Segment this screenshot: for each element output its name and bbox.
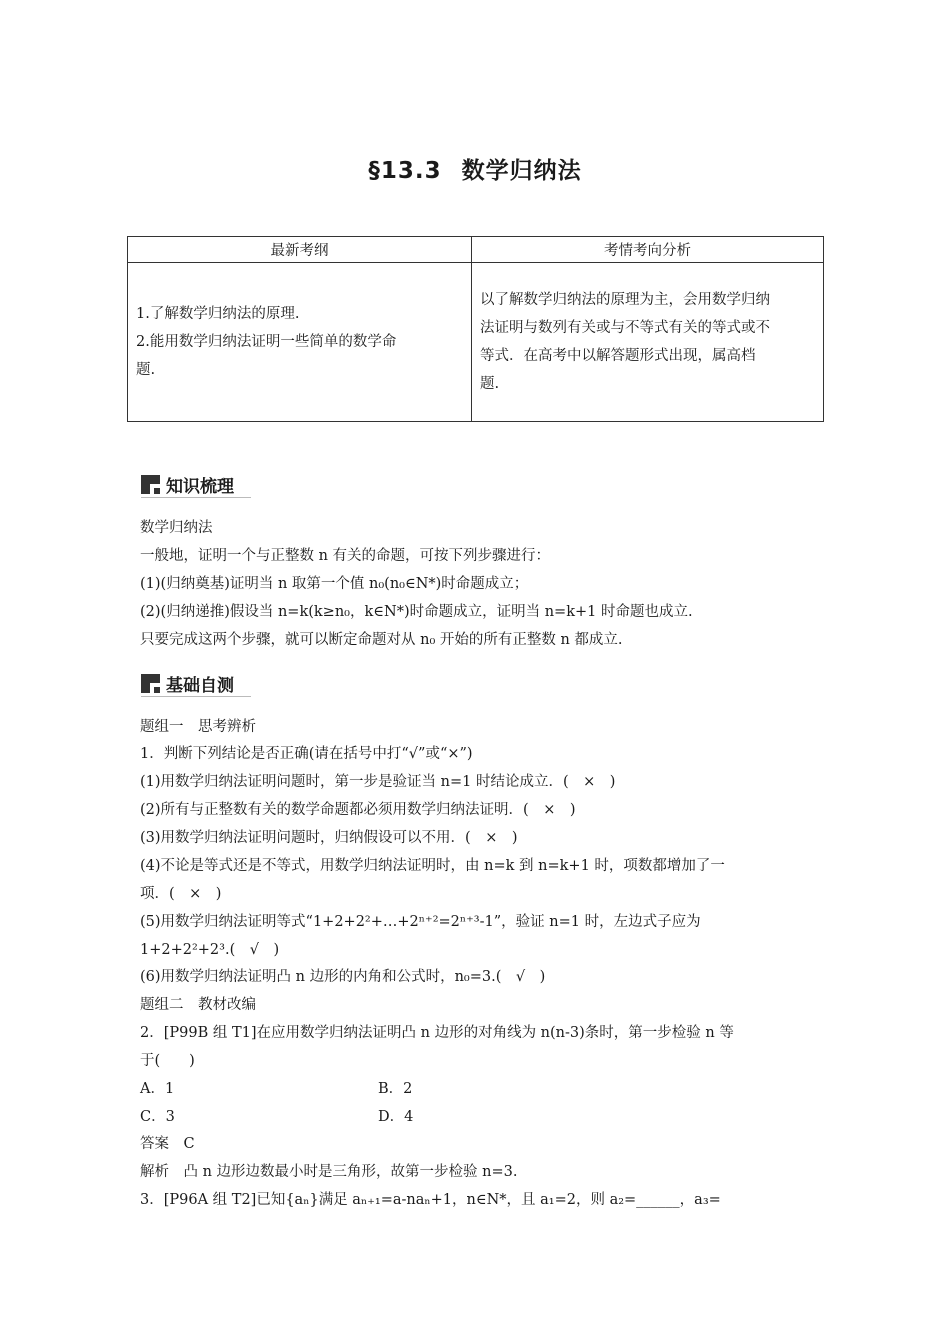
section-square-icon — [141, 674, 160, 693]
syllabus-table — [127, 236, 824, 422]
section-heading-knowledge: 知识梳理 — [141, 471, 251, 498]
section-square-icon — [141, 475, 160, 494]
syllabus-latest-cell — [128, 263, 472, 422]
knowledge-line: 数学归纳法 — [140, 520, 213, 536]
question-stem: 1．判断下列结论是否正确(请在括号中打“√”或“×”) — [140, 746, 473, 762]
judgement-item: (2)所有与正整数有关的数学命题都必须用数学归纳法证明．( × ) — [140, 802, 576, 818]
judgement-item: 项．( × ) — [140, 886, 222, 902]
group-title: 题组二 教材改编 — [140, 997, 256, 1013]
syllabus-header-analysis: 考情考向分析 — [472, 237, 824, 263]
answer: 答案 C — [140, 1136, 195, 1152]
section-number: §13.3 — [368, 158, 442, 184]
analysis-line: 等式．在高考中以解答题形式出现，属高档 — [480, 348, 756, 364]
syllabus-item: 2.能用数学归纳法证明一些简单的数学命 — [136, 334, 397, 350]
question-stem: 于( ) — [140, 1053, 195, 1069]
knowledge-line: 只要完成这两个步骤，就可以断定命题对从 n₀ 开始的所有正整数 n 都成立. — [140, 632, 623, 648]
section-heading-selftest: 基础自测 — [141, 670, 251, 697]
option-c: C．3 — [140, 1109, 175, 1125]
option-b: B．2 — [378, 1081, 413, 1097]
judgement-item: (4)不论是等式还是不等式，用数学归纳法证明时，由 n=k 到 n=k+1 时，项数都增加了一 — [140, 858, 725, 874]
judgement-item: (1)用数学归纳法证明问题时，第一步是验证当 n=1 时结论成立．( × ) — [140, 774, 616, 790]
analysis: 解析 凸 n 边形边数最小时是三角形，故第一步检验 n=3. — [140, 1164, 518, 1180]
option-d: D．4 — [378, 1109, 414, 1125]
judgement-item: (3)用数学归纳法证明问题时，归纳假设可以不用．( × ) — [140, 830, 518, 846]
knowledge-line: 一般地，证明一个与正整数 n 有关的命题，可按下列步骤进行： — [140, 548, 551, 564]
option-a: A．1 — [140, 1081, 175, 1097]
section-name: 数学归纳法 — [461, 158, 582, 184]
knowledge-line: (1)(归纳奠基)证明当 n 取第一个值 n₀(n₀∈N*)时命题成立； — [140, 576, 529, 592]
page-title — [0, 152, 950, 185]
syllabus-header-latest: 最新考纲 — [128, 237, 472, 263]
analysis-line: 法证明与数列有关或与不等式有关的等式或不 — [480, 320, 770, 336]
syllabus-item: 题. — [136, 362, 156, 378]
analysis-line: 以了解数学归纳法的原理为主，会用数学归纳 — [480, 292, 770, 308]
question-stem: 2．[P99B 组 T1]在应用数学归纳法证明凸 n 边形的对角线为 n(n-3)条时，第一步检验 n 等 — [140, 1025, 734, 1041]
question-stem: 3．[P96A 组 T2]已知{aₙ}满足 aₙ₊₁=a-naₙ+1，n∈N*，且 a₁=2，则 a₂=______，a₃= — [140, 1192, 721, 1208]
analysis-line: 题. — [480, 376, 500, 392]
syllabus-analysis-cell — [472, 263, 824, 422]
knowledge-line: (2)(归纳递推)假设当 n=k(k≥n₀，k∈N*)时命题成立，证明当 n=k+1 时命题也成立. — [140, 604, 693, 620]
syllabus-item: 1.了解数学归纳法的原理. — [136, 306, 300, 322]
judgement-item: (5)用数学归纳法证明等式“1+2+2²+…+2ⁿ⁺²=2ⁿ⁺³-1”，验证 n=1 时，左边式子应为 — [140, 914, 701, 930]
judgement-item: 1+2+2²+2³.( √ ) — [140, 942, 280, 958]
judgement-item: (6)用数学归纳法证明凸 n 边形的内角和公式时，n₀=3.( √ ) — [140, 969, 546, 985]
group-title: 题组一 思考辨析 — [140, 719, 256, 735]
